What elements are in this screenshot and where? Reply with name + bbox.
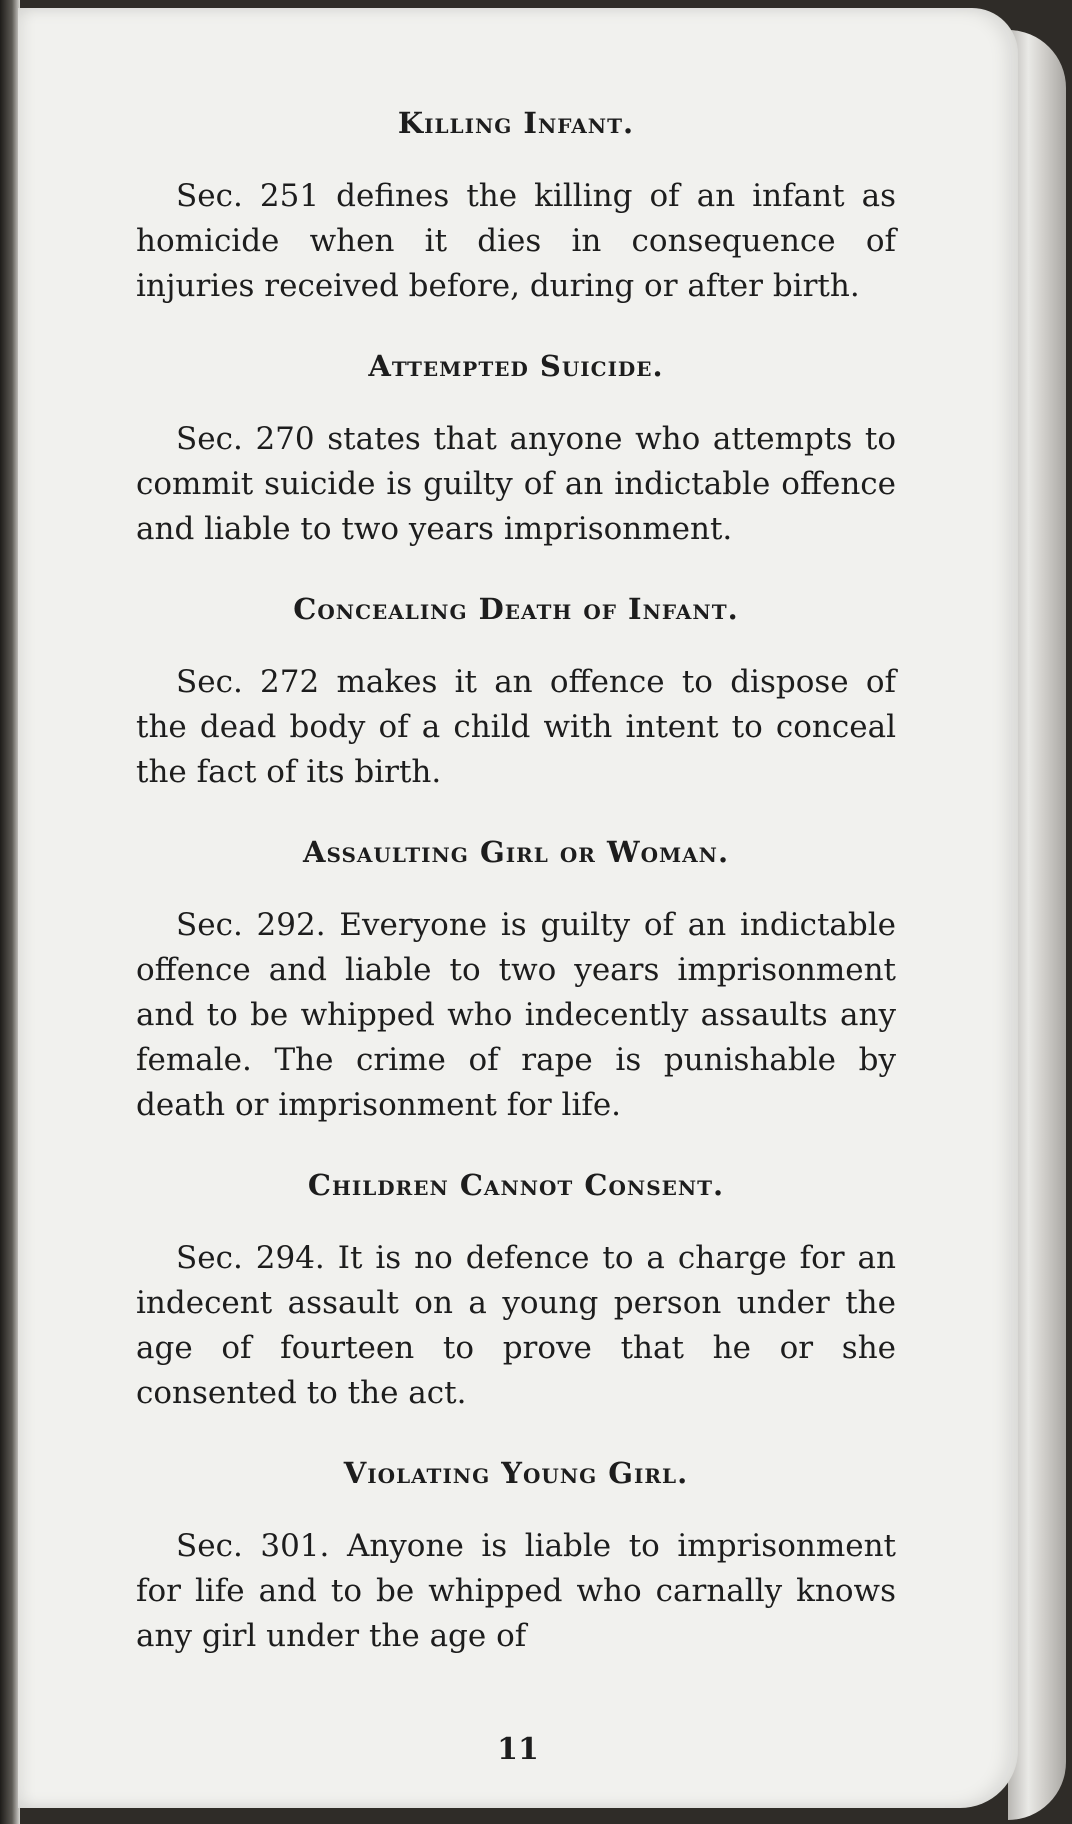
section-body-killing-infant: Sec. 251 defines the killing of an infant as homicide when it dies in consequence of injuries received before, during or after birth. [136, 178, 896, 304]
section-heading-attempted-suicide: Attempted Suicide. [368, 349, 664, 383]
page-number: 11 [497, 1732, 539, 1767]
book-binding [0, 0, 20, 1824]
section-body-violating: Sec. 301. Anyone is liable to imprisonment for life and to be whipped who carnally knows any girl under the age of [136, 1528, 896, 1654]
section-heading-concealing-death: Concealing Death of Infant. [293, 592, 739, 626]
page-content [136, 106, 896, 1659]
section-body-children-consent: Sec. 294. It is no defence to a charge for an indecent assault on a young person under the age of fourteen to prove that he or she consented to the act. [136, 1240, 896, 1411]
section-body-assaulting: Sec. 292. Everyone is guilty of an indictable offence and liable to two years imprisonment and to be whipped who indecently assaults any female. The crime of rape is punishable by death or imprisonment for life. [136, 907, 896, 1123]
section-heading-killing-infant: Killing Infant. [397, 106, 635, 140]
section-heading-assaulting: Assaulting Girl or Woman. [302, 835, 730, 869]
section-body-attempted-suicide: Sec. 270 states that anyone who attempts to commit suicide is guilty of an indictable offence and liable to two years imprisonment. [136, 421, 896, 547]
section-heading-violating: Violating Young Girl. [343, 1456, 689, 1490]
section-body-concealing-death: Sec. 272 makes it an offence to dispose of the dead body of a child with intent to conceal the fact of its birth. [136, 664, 896, 790]
book-page [18, 8, 1018, 1808]
section-heading-children-consent: Children Cannot Consent. [307, 1168, 725, 1202]
